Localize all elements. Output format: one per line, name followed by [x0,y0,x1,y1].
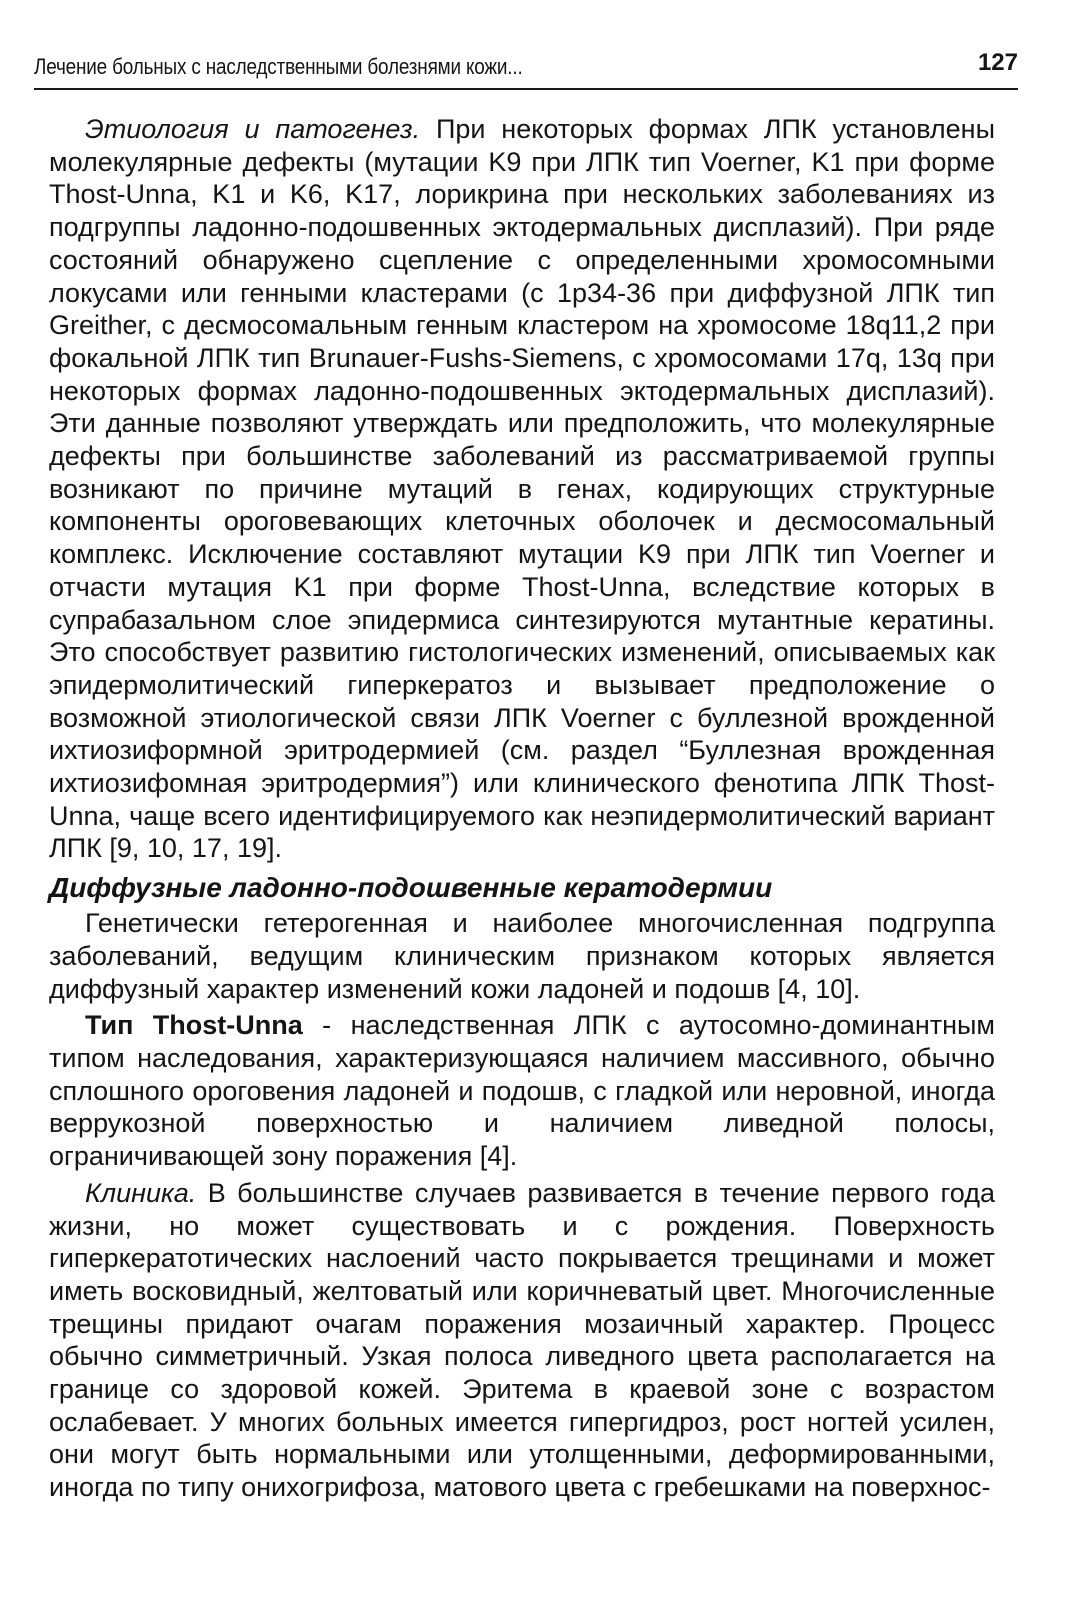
section-heading: Диффузные ладонно-подошвенные кератодермии [49,872,773,904]
paragraph-lead-etiology: Этиология и патогенез. [85,114,421,144]
paragraph-clinic [49,1177,995,1504]
paragraph-thost-unna [49,1009,995,1173]
paragraph-lead-thost-unna: Тип Thost-Unna [85,1010,303,1041]
running-header-title: Лечение больных с наследственными болезнями кожи... [34,54,523,79]
paragraph-lead-clinic: Клиника. [85,1177,197,1208]
paragraph-etiology [49,113,995,865]
paragraph-diffuse-intro: Генетически гетерогенная и наиболее многочисленная подгруппа заболеваний, ведущим клиническим признаком которых является диффузный характер изменений кожи ладоней и подошв [4, 10]. [49,908,995,1004]
paragraph-text-thost-unna: - наследственная ЛПК с аутосомно-доминантным типом наследования, характеризующаяся наличием массивного, обычно сплошного ороговения ладоней и подошв, с гладкой или неровной, иногда веррукозной поверхностью и наличием ливедной полосы, ограничивающей зону поражения [4]. [49,1010,995,1172]
page-number: 127 [977,49,1018,76]
paragraph-text-etiology: При некоторых формах ЛПК установлены молекулярные дефекты (мутации K9 при ЛПК тип Voerner, K1 при форме Thost-Unna, K1 и K6, K17, лорикрина при нескольких заболеваниях из подгруппы ладонно-подошвенных эктодермальных дисплазий). При ряде состояний обнаружено сцепление с определенными хромосомными локусами или генными кластерами (с 1p34-36 при диффузной ЛПК тип Greither, с десмосомальным генным кластером на хромосоме 18q11,2 при фокальной ЛПК тип Brunauer-Fushs-Siemens, с хромосомами 17q, 13q при некоторых формах ладонно-подошвенных эктодермальных дисплазий). Эти данные позволяют утверждать или предположить, что молекулярные дефекты при большинстве заболеваний из рассматриваемой группы возникают по причине мутаций в генах, кодирующих структурные компоненты ороговевающих клеточных оболочек и десмосомальный комплекс. Исключение составляют мутации K9 при ЛПК тип Voerner и отчасти мутация K1 при форме Thost-Unna, вследствие которых в супрабазальном слое эпидермиса синтезируются мутантные кератины. Это способствует развитию гистологических изменений, описываемых как эпидермолитический гиперкератоз и вызывает предположение о возможной этиологической связи ЛПК Voerner с буллезной врожденной ихтиозиформной эритродермией (см. раздел “Буллезная врожденная ихтиозифомная эритродермия”) или клинического фенотипа ЛПК Thost-Unna, чаще всего идентифицируемого как неэпидермолитический вариант ЛПК [9, 10, 17, 19]. [49,114,995,864]
paragraph-text-clinic: В большинстве случаев развивается в течение первого года жизни, но может существовать и с рождения. Поверхность гиперкератотических наслоений часто покрывается трещинами и может иметь восковидный, желтоватый или коричневатый цвет. Многочисленные трещины придают очагам поражения мозаичный характер. Процесс обычно симметричный. Узкая полоса ливедного цвета располагается на границе со здоровой кожей. Эритема в краевой зоне с возрастом ослабевает. У многих больных имеется гипергидроз, рост ногтей усилен, они могут быть нормальными или утолщенными, деформированными, иногда по типу онихогрифоза, матового цвета с гребешками на поверхнос- [49,1177,995,1503]
header-rule [34,88,1018,90]
body-text [49,113,995,1504]
